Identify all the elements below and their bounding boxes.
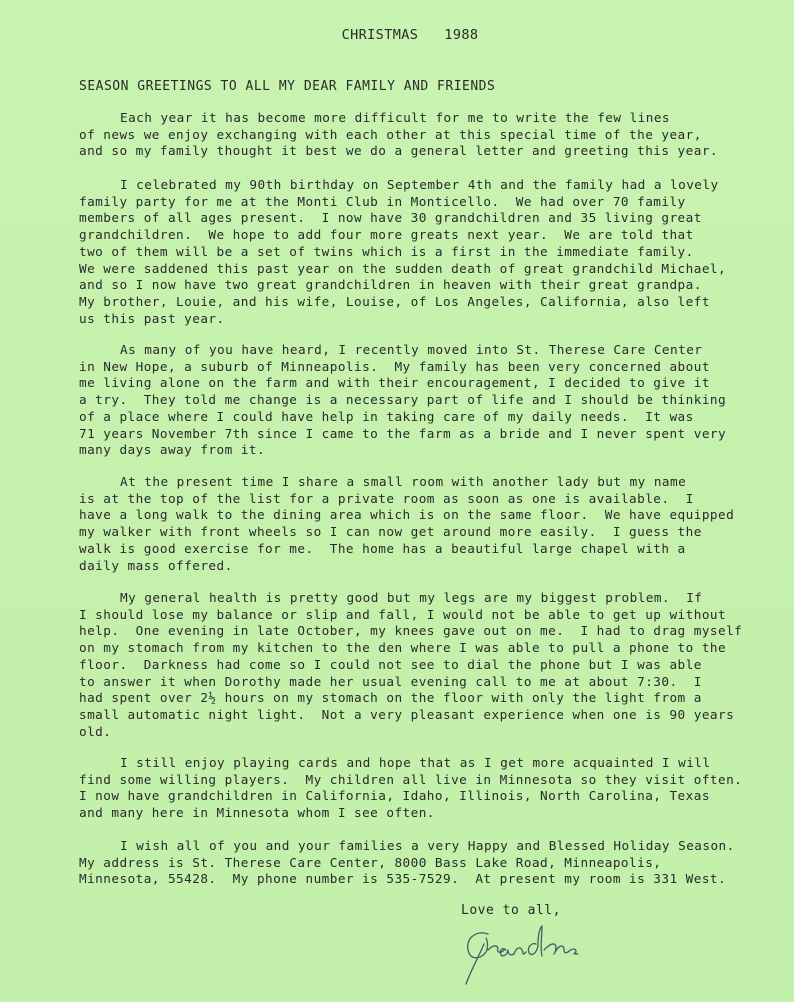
paragraph-line: old. — [79, 723, 112, 739]
paragraph-line: I celebrated my 90th birthday on September 4th and the family had a lovely — [120, 177, 719, 192]
paragraph-line: of news we enjoy exchanging with each other at this special time of the year, — [79, 126, 702, 142]
paragraph-line: many days away from it. — [79, 442, 266, 458]
paragraph-line: had spent over 2½ hours on my stomach on the floor with only the light from a — [79, 690, 702, 706]
closing-line: Love to all, — [461, 903, 561, 918]
paragraph-line: help. One evening in late October, my knees gave out on me. I had to drag myself — [79, 623, 743, 639]
paragraph-line: I should lose my balance or slip and fall, I would not be able to get up without — [79, 606, 727, 622]
paragraph-line: us this past year. — [79, 310, 225, 326]
paragraph-line: walk is good exercise for me. The home has a beautiful large chapel with a — [79, 540, 686, 556]
paragraph-line: have a long walk to the dining area which is on the same floor. We have equipped — [79, 507, 735, 523]
paragraph-cards — [79, 755, 779, 822]
paragraph-line: I wish all of you and your families a very Happy and Blessed Holiday Season. — [120, 838, 735, 853]
paragraph-line: Minnesota, 55428. My phone number is 535-7529. At present my room is 331 West. — [79, 871, 727, 887]
salutation: SEASON GREETINGS TO ALL MY DEAR FAMILY AND FRIENDS — [79, 79, 496, 94]
paragraph-line: on my stomach from my kitchen to the den where I was able to pull a phone to the — [79, 640, 727, 656]
paragraph-line: me living alone on the farm and with their encouragement, I decided to give it — [79, 375, 710, 391]
paragraph-line: two of them will be a set of twins which is a first in the immediate family. — [79, 243, 694, 259]
paragraph-line: and so my family thought it best we do a general letter and greeting this year. — [79, 143, 718, 159]
paragraph-line: My general health is pretty good but my legs are my biggest problem. If — [120, 590, 703, 605]
paragraph-line: At the present time I share a small room with another lady but my name — [120, 474, 687, 489]
paragraph-line: small automatic night light. Not a very pleasant experience when one is 90 years — [79, 706, 735, 722]
paragraph-line: a try. They told me change is a necessary part of life and I should be thinking — [79, 392, 727, 408]
paragraph-move — [79, 342, 779, 459]
paragraph-line: I still enjoy playing cards and hope that as I get more acquainted I will — [120, 755, 711, 770]
paragraph-line: of a place where I could have help in taking care of my daily needs. It was — [79, 408, 694, 424]
paragraph-health — [79, 590, 779, 740]
heading-year: 1988 — [444, 27, 479, 43]
paragraph-wishes — [79, 838, 779, 888]
paragraph-line: and many here in Minnesota whom I see often. — [79, 805, 435, 821]
paragraph-line: family party for me at the Monti Club in Monticello. We had over 70 family — [79, 193, 686, 209]
paragraph-room — [79, 474, 779, 574]
paragraph-line: and so I now have two great grandchildren in heaven with their great grandpa. — [79, 277, 702, 293]
paragraph-line: in New Hope, a suburb of Minneapolis. My family has been very concerned about — [79, 358, 710, 374]
paragraph-line: 71 years November 7th since I came to the farm as a bride and I never spent very — [79, 425, 727, 441]
paragraph-birthday — [79, 177, 779, 327]
paragraph-line: floor. Darkness had come so I could not see to dial the phone but I was able — [79, 656, 702, 672]
paragraph-line: My address is St. Therese Care Center, 8000 Bass Lake Road, Minneapolis, — [79, 854, 662, 870]
paragraph-line: is at the top of the list for a private room as soon as one is available. I — [79, 490, 694, 506]
heading-title: CHRISTMAS — [341, 27, 419, 43]
paragraph-line: As many of you have heard, I recently moved into St. Therese Care Center — [120, 342, 703, 357]
paragraph-line: I now have grandchildren in California, Idaho, Illinois, North Carolina, Texas — [79, 788, 710, 804]
letter-heading — [0, 27, 794, 43]
paragraph-line: daily mass offered. — [79, 557, 233, 573]
handwritten-signature — [458, 920, 598, 990]
paragraph-line: my walker with front wheels so I can now get around more easily. I guess the — [79, 524, 702, 540]
paragraph-news — [79, 110, 779, 160]
paragraph-line: find some willing players. My children all live in Minnesota so they visit often. — [79, 771, 743, 787]
paragraph-line: members of all ages present. I now have 30 grandchildren and 35 living great — [79, 210, 702, 226]
paragraph-line: My brother, Louie, and his wife, Louise, of Los Angeles, California, also left — [79, 293, 710, 309]
paragraph-line: grandchildren. We hope to add four more greats next year. We are told that — [79, 227, 694, 243]
paragraph-line: We were saddened this past year on the sudden death of great grandchild Michael, — [79, 260, 727, 276]
paragraph-line: Each year it has become more difficult for me to write the few lines — [120, 110, 671, 125]
paragraph-line: to answer it when Dorothy made her usual evening call to me at about 7:30. I — [79, 673, 702, 689]
